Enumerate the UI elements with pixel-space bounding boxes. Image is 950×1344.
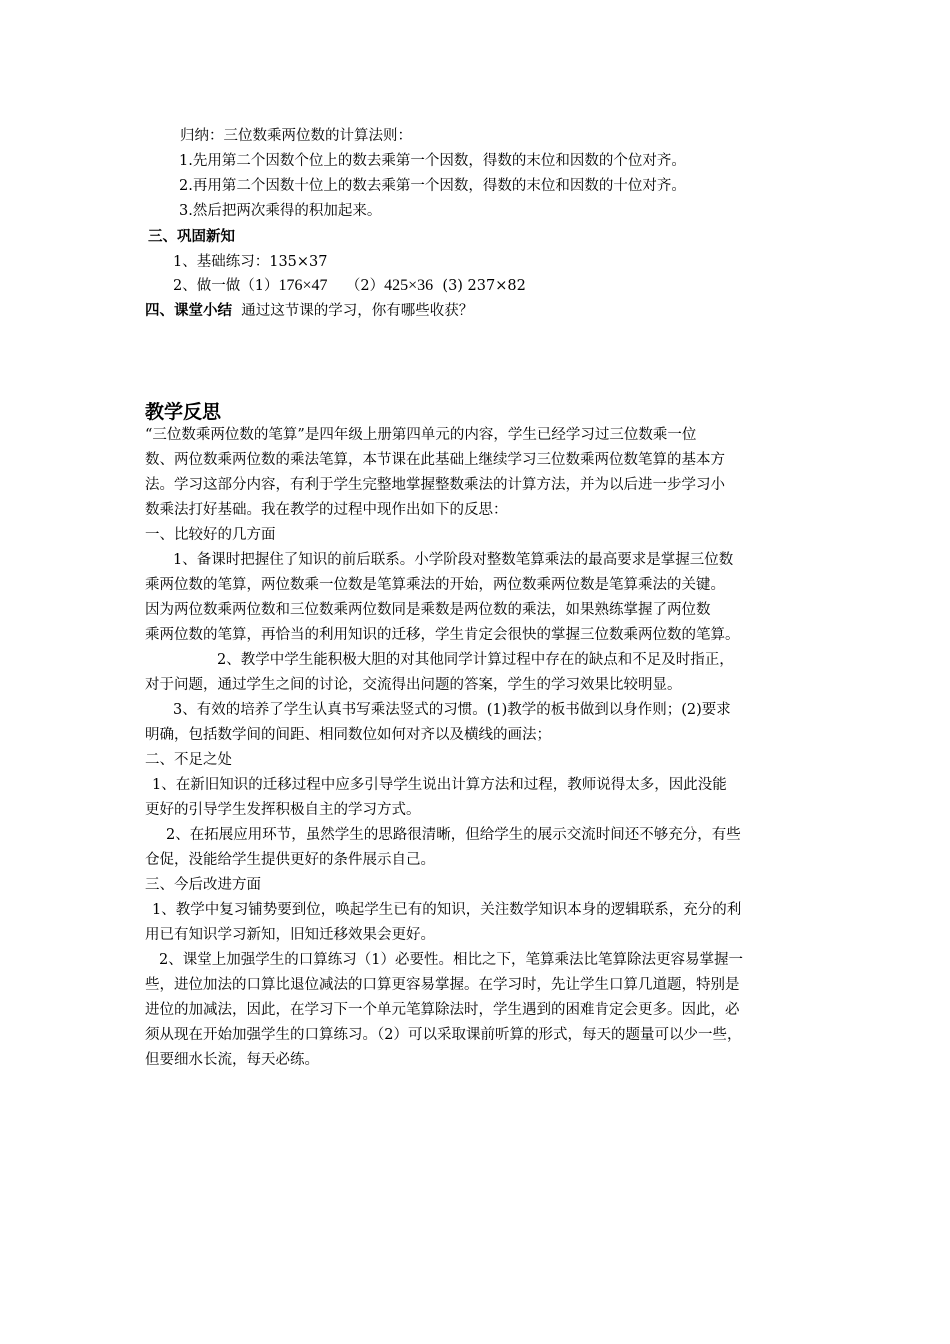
weak-p2-line-1: 2、在拓展应用环节，虽然学生的思路很清晰，但给学生的展示交流时间还不够充分，有些 <box>166 827 741 843</box>
intro-line-3: 法。学习这部分内容，有利于学生完整地掌握整数乘法的计算方法，并为以后进一步学习小 <box>145 477 725 493</box>
good-p1-line-4: 乘两位数的笔算，再恰当的利用知识的迁移，学生肯定会很快的掌握三位数乘两位数的笔算。 <box>145 627 740 643</box>
improve-p2-line-3: 进位的加减法，因此，在学习下一个单元笔算除法时，学生遇到的困难肯定会更多。因此，必 <box>145 1002 740 1018</box>
improve-p2-line-4: 须从现在开始加强学生的口算练习。（2）可以采取课前听算的形式，每天的题量可以少一些， <box>145 1027 742 1043</box>
section-4 <box>145 301 473 321</box>
reflection-title: 教学反思 <box>145 401 222 423</box>
intro-line-1: “三位数乘两位数的笔算”是四年级上册第四单元的内容，学生已经学习过三位数乘一位 <box>145 427 697 443</box>
weak-p2-line-2: 仓促，没能给学生提供更好的条件展示自己。 <box>145 852 435 868</box>
weak-p1-line-1: 1、在新旧知识的迁移过程中应多引导学生说出计算方法和过程，教师说得太多，因此没能 <box>152 777 727 793</box>
practice-item-2b: 425×36 <box>384 277 434 294</box>
section-3-heading: 三、巩固新知 <box>148 228 235 245</box>
improve-p2-line-5: 但要细水长流，每天必练。 <box>145 1052 319 1068</box>
practice-item-2a: 176×47 <box>278 277 328 294</box>
good-p1-line-3: 因为两位数乘两位数和三位数乘两位数同是乘数是两位数的乘法，如果熟练掌握了两位数 <box>145 602 711 618</box>
intro-line-4: 数乘法打好基础。我在教学的过程中现作出如下的反思： <box>145 502 508 518</box>
improve-heading: 三、今后改进方面 <box>145 877 261 893</box>
summary-rule-3: 3.然后把两次乘得的积加起来。 <box>179 203 382 219</box>
good-p2-line-2: 对于问题，通过学生之间的讨论，交流得出问题的答案，学生的学习效果比较明显。 <box>145 677 682 693</box>
good-p3-line-2: 明确，包括数学间的间距、相同数位如何对齐以及横线的画法； <box>145 727 551 743</box>
good-p2-line-1: 2、教学中学生能积极大胆的对其他同学计算过程中存在的缺点和不足及时指正， <box>217 652 734 668</box>
summary-rule-2: 2.再用第二个因数十位上的数去乘第一个因数，得数的末位和因数的十位对齐。 <box>179 178 686 194</box>
weak-heading: 二、不足之处 <box>145 752 232 768</box>
practice-item-1: 1、基础练习：135×37 <box>173 254 328 270</box>
improve-p1-line-1: 1、教学中复习铺势要到位，唤起学生已有的知识，关注数学知识本身的逻辑联系，充分的利 <box>152 902 742 918</box>
good-p1-line-1: 1、备课时把握住了知识的前后联系。小学阶段对整数笔算乘法的最高要求是掌握三位数 <box>173 552 734 568</box>
practice-item-2-prefix: 2、做一做（1） <box>173 278 279 294</box>
good-heading: 一、比较好的几方面 <box>145 527 276 543</box>
practice-item-2b-label: （2） <box>345 278 385 294</box>
improve-p1-line-2: 用已有知识学习新知，旧知迁移效果会更好。 <box>145 927 435 943</box>
section-4-heading: 四、课堂小结 <box>145 302 232 319</box>
good-p1-line-2: 乘两位数的笔算，两位数乘一位数是笔算乘法的开始，两位数乘两位数是笔算乘法的关键。 <box>145 577 725 593</box>
weak-p1-line-2: 更好的引导学生发挥积极自主的学习方式。 <box>145 802 421 818</box>
summary-heading: 归纳：三位数乘两位数的计算法则： <box>180 128 412 144</box>
practice-item-2c: (3) 237×82 <box>442 278 526 294</box>
intro-line-2: 数、两位数乘两位数的乘法笔算，本节课在此基础上继续学习三位数乘两位数笔算的基本方 <box>145 452 725 468</box>
good-p3-line-1: 3、有效的培养了学生认真书写乘法竖式的习惯。(1)教学的板书做到以身作则；(2)要求 <box>173 702 731 718</box>
improve-p2-line-2: 些，进位加法的口算比退位减法的口算更容易掌握。在学习时，先让学生口算几道题，特别是 <box>145 977 740 993</box>
section-4-text: 通过这节课的学习，你有哪些收获？ <box>241 303 474 319</box>
improve-p2-line-1: 2、课堂上加强学生的口算练习（1）必要性。相比之下，笔算乘法比笔算除法更容易掌握一 <box>159 952 743 968</box>
summary-rule-1: 1.先用第二个因数个位上的数去乘第一个因数，得数的末位和因数的个位对齐。 <box>179 153 686 169</box>
practice-item-2 <box>173 276 526 296</box>
